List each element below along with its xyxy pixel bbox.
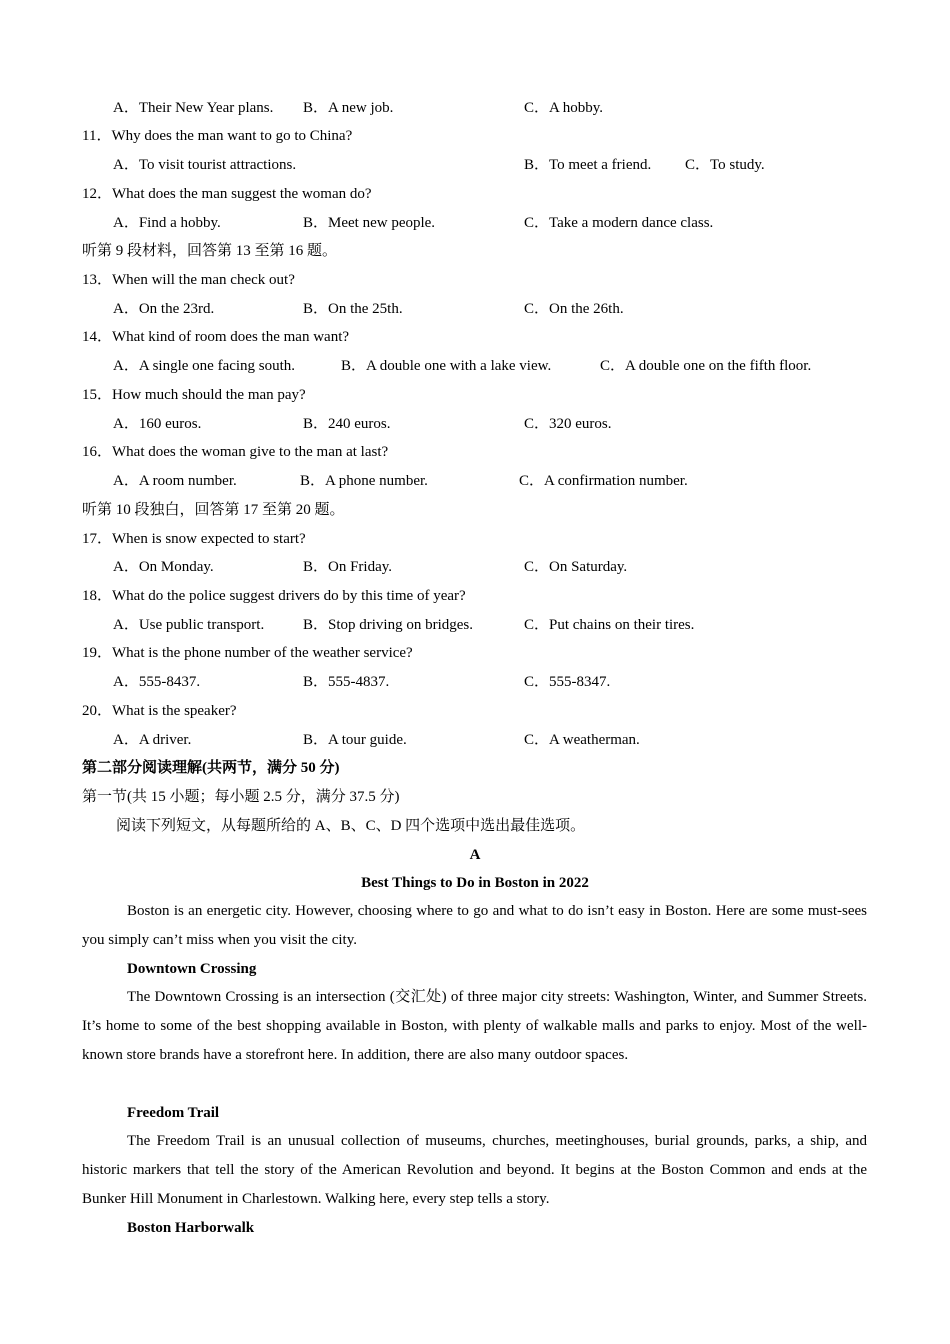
passage-title: Best Things to Do in Boston in 2022: [361, 875, 589, 891]
q15-option-c: C．320 euros.: [524, 416, 612, 432]
q16-option-c: C．A confirmation number.: [519, 473, 688, 489]
q19-option-b: B．555-4837.: [303, 674, 390, 690]
q19-question: 19．What is the phone number of the weather service?: [82, 645, 413, 661]
q12-option-b: B．Meet new people.: [303, 215, 436, 231]
q17-option-b: B．On Friday.: [303, 559, 393, 575]
q11-option-c: C．To study.: [685, 157, 765, 173]
q18-option-c: C．Put chains on their tires.: [524, 617, 695, 633]
reading-instruction: 阅读下列短文，从每题所给的 A、B、C、D 四个选项中选出最佳选项。: [116, 818, 586, 834]
q11-question: 11．Why does the man want to go to China?: [82, 128, 353, 144]
q14-option-c: C．A double one on the fifth floor.: [600, 358, 812, 374]
q10-option-c: C．A hobby.: [524, 100, 604, 116]
q11-option-b: B．To meet a friend.: [524, 157, 652, 173]
q11-option-a: A．To visit tourist attractions.: [113, 157, 297, 173]
reading-section-title: 第一节(共 15 小题；每小题 2.5 分，满分 37.5 分): [82, 789, 400, 805]
q13-option-a: A．On the 23rd.: [113, 301, 215, 317]
heading-boston-harborwalk: Boston Harborwalk: [127, 1220, 255, 1236]
q16-option-b: B．A phone number.: [300, 473, 428, 489]
q17-option-a: A．On Monday.: [113, 559, 214, 575]
passage-label: A: [469, 847, 481, 863]
q20-question: 20．What is the speaker?: [82, 703, 237, 719]
q10-option-b: B．A new job.: [303, 100, 394, 116]
q15-option-b: B．240 euros.: [303, 416, 391, 432]
q16-option-a: A．A room number.: [113, 473, 237, 489]
q20-option-b: B．A tour guide.: [303, 732, 407, 748]
q14-option-a: A．A single one facing south.: [113, 358, 296, 374]
q14-question: 14．What kind of room does the man want?: [82, 329, 350, 345]
q14-option-b: B．A double one with a lake view.: [341, 358, 552, 374]
q15-question: 15．How much should the man pay?: [82, 387, 306, 403]
passage-intro: Boston is an energetic city. However, choosing where to go and what to do isn’t easy in Boston. Here are some must-sees you simply can’t miss when you visit the city.: [82, 903, 867, 948]
reading-part-title: 第二部分阅读理解(共两节，满分 50 分): [82, 760, 340, 776]
heading-freedom-trail: Freedom Trail: [127, 1105, 220, 1121]
q20-option-a: A．A driver.: [113, 732, 192, 748]
q19-option-c: C．555-8347.: [524, 674, 611, 690]
q19-option-a: A．555-8437.: [113, 674, 201, 690]
section-10-instruction: 听第 10 段独白，回答第 17 至第 20 题。: [82, 502, 345, 518]
q17-question: 17．When is snow expected to start?: [82, 531, 306, 547]
q16-question: 16．What does the woman give to the man at last?: [82, 444, 389, 460]
q13-option-c: C．On the 26th.: [524, 301, 624, 317]
q17-option-c: C．On Saturday.: [524, 559, 628, 575]
q13-question: 13．When will the man check out?: [82, 272, 295, 288]
q12-option-c: C．Take a modern dance class.: [524, 215, 714, 231]
q20-option-c: C．A weatherman.: [524, 732, 640, 748]
paragraph-freedom-trail: The Freedom Trail is an unusual collection of museums, churches, meetinghouses, burial grounds, parks, a ship, and historic markers that tell the story of the American Revolution and beyond. It begins at the Boston Common and ends at the Bunker Hill Monument in Charlestown. Walking here, every step tells a story.: [82, 1133, 867, 1207]
q18-option-a: A．Use public transport.: [113, 617, 265, 633]
q10-option-a: A．Their New Year plans.: [113, 100, 274, 116]
paragraph-downtown-crossing: The Downtown Crossing is an intersection (交汇处) of three major city streets: Washington, Winter, and Summer Streets. It’s home to some of the best shopping available in Boston, with plenty of walkable malls and parks to enjoy. Most of the well-known store brands have a storefront here. In addition, there are also many outdoor spaces.: [82, 989, 867, 1063]
section-9-instruction: 听第 9 段材料，回答第 13 至第 16 题。: [82, 243, 338, 259]
q18-question: 18．What do the police suggest drivers do by this time of year?: [82, 588, 466, 604]
q13-option-b: B．On the 25th.: [303, 301, 403, 317]
q12-question: 12．What does the man suggest the woman do?: [82, 186, 372, 202]
heading-downtown-crossing: Downtown Crossing: [127, 961, 257, 977]
q12-option-a: A．Find a hobby.: [113, 215, 221, 231]
q15-option-a: A．160 euros.: [113, 416, 202, 432]
q18-option-b: B．Stop driving on bridges.: [303, 617, 474, 633]
